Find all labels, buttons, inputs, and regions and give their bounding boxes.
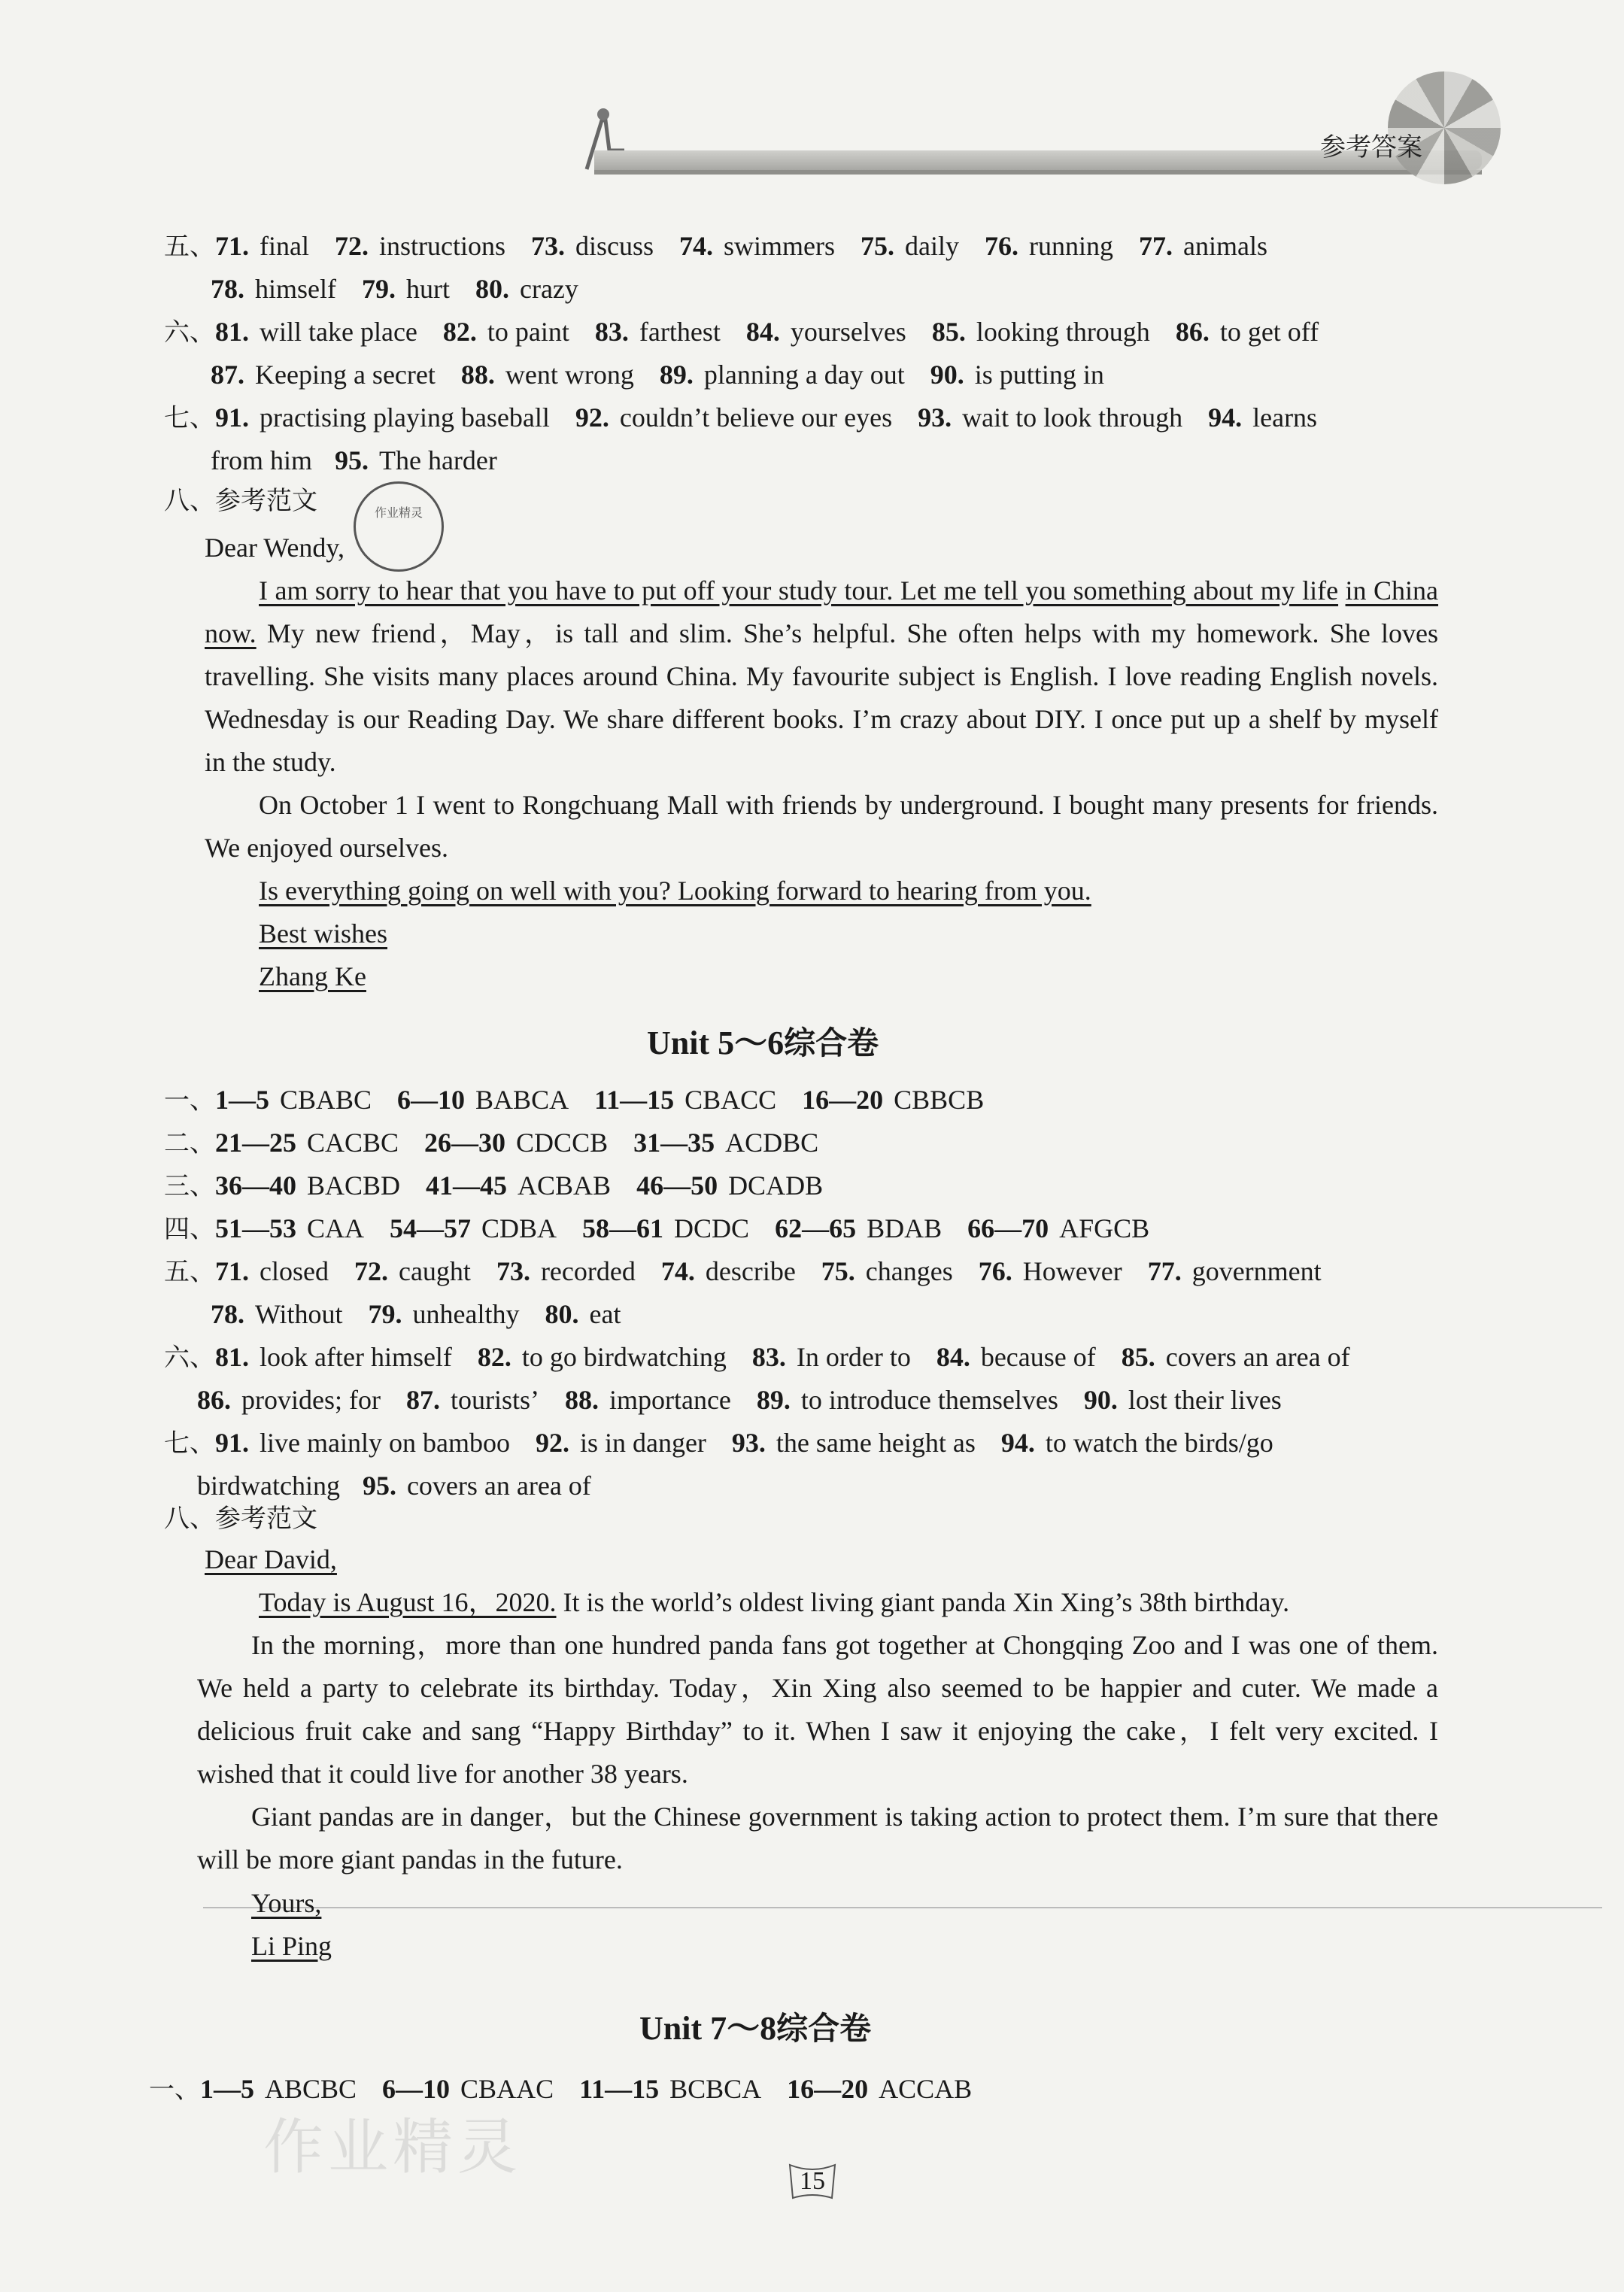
question-label: 八、参考范文 xyxy=(164,486,317,516)
answer-text: discuss xyxy=(575,231,654,261)
answer-text: couldn’t believe our eyes xyxy=(619,402,893,433)
answer-text: DCADB xyxy=(728,1170,824,1201)
answer-text: crazy xyxy=(519,274,578,304)
question-number: 86. xyxy=(197,1385,231,1415)
question-number: 88. xyxy=(564,1385,599,1415)
answer-text: animals xyxy=(1182,231,1267,261)
question-number: 73. xyxy=(496,1256,530,1286)
question-number: 11—15 xyxy=(594,1085,675,1115)
question-number: 71. xyxy=(215,231,249,261)
question-number: 72. xyxy=(354,1256,388,1286)
question-number: 78. xyxy=(211,274,244,304)
question-number: 21—25 xyxy=(215,1128,296,1158)
question-label: 二、 xyxy=(164,1128,215,1158)
question-number: 83. xyxy=(594,317,629,347)
unit56-row-4 xyxy=(164,1212,1175,1246)
answer-text: eat xyxy=(589,1299,621,1329)
essay-wendy-closing: Best wishes xyxy=(259,918,387,949)
answer-text: ACBAB xyxy=(518,1170,612,1201)
answer-text: The harder xyxy=(378,445,497,475)
question-number: 31—35 xyxy=(633,1128,715,1158)
answer-text: CBABC xyxy=(280,1085,372,1115)
answer-text: instructions xyxy=(378,231,505,261)
unit56-row-1 xyxy=(164,1083,1009,1117)
question-label: 八、参考范文 xyxy=(164,1504,317,1534)
essay-greeting: Dear Wendy, xyxy=(205,533,345,563)
answer-text: BABCA xyxy=(475,1085,569,1115)
answer-text: to go birdwatching xyxy=(521,1342,727,1372)
question-number: 62—65 xyxy=(775,1213,857,1243)
essay-david-body xyxy=(205,1581,1438,1624)
question-number: 78. xyxy=(211,1299,244,1329)
question-number: 85. xyxy=(931,317,966,347)
answer-text: ACDBC xyxy=(725,1128,819,1158)
unit56-q7-line2 xyxy=(197,1469,617,1502)
page-number: 15 xyxy=(782,2159,842,2204)
q7-line1 xyxy=(164,401,1343,435)
question-number: 6—10 xyxy=(382,2074,451,2104)
page-divider xyxy=(203,1907,1602,1908)
question-number: 1—5 xyxy=(200,2074,254,2104)
unit56-q5-line1 xyxy=(164,1255,1347,1289)
question-label: 七、 xyxy=(164,403,215,433)
question-number: 36—40 xyxy=(215,1170,296,1201)
question-number: 95. xyxy=(362,1471,396,1501)
question-label: 四、 xyxy=(164,1214,215,1244)
essay-david-p3: Giant pandas are in danger，but the Chinese government is taking action to protect them. I’m sure that there will be more giant pandas in the future. xyxy=(197,1802,1438,1875)
answer-text: to watch the birds/go xyxy=(1045,1428,1273,1458)
question-number: 79. xyxy=(361,274,396,304)
answer-text: daily xyxy=(905,231,959,261)
answer-text: BDAB xyxy=(867,1213,943,1243)
answer-text: However xyxy=(1022,1256,1122,1286)
answer-text: the same height as xyxy=(776,1428,976,1458)
question-number: 58—61 xyxy=(582,1213,664,1243)
stamp-seal-icon: 作业精灵 xyxy=(354,481,444,572)
question-number: 90. xyxy=(1083,1385,1118,1415)
question-number: 41—45 xyxy=(426,1170,508,1201)
question-label: 七、 xyxy=(164,1428,215,1459)
unit78-title: Unit 7～8综合卷 xyxy=(639,2010,872,2047)
answer-text: covers an area of xyxy=(406,1471,591,1501)
essay-david-p1: It is the world’s oldest living giant panda Xin Xing’s 38th birthday. xyxy=(556,1587,1290,1617)
answer-text: Without xyxy=(255,1299,343,1329)
essay-p1: My new friend，May，is tall and slim. She’s helpful. She often helps with my homework. She loves travelling. She visits many places around China. My favourite subject is English. I love reading English novels. Wednesday is our Reading Day. We share different books. I’m crazy about DIY. I once put up a shelf by myself in the study. xyxy=(205,618,1438,777)
answer-text: final xyxy=(260,231,309,261)
answer-text: live mainly on bamboo xyxy=(260,1428,510,1458)
answer-text: CBBCB xyxy=(894,1085,985,1115)
answer-text: to introduce themselves xyxy=(800,1385,1058,1415)
question-number: 84. xyxy=(936,1342,970,1372)
answer-text: In order to xyxy=(796,1342,911,1372)
answer-text: CAA xyxy=(307,1213,365,1243)
answer-text: farthest xyxy=(639,317,721,347)
answer-text: practising playing baseball xyxy=(260,402,550,433)
question-number: 88. xyxy=(460,360,495,390)
question-number: 93. xyxy=(731,1428,766,1458)
question-number: 84. xyxy=(745,317,780,347)
answer-text: yourselves xyxy=(790,317,906,347)
answer-text: went wrong xyxy=(505,360,634,390)
question-number: 75. xyxy=(861,231,894,261)
answer-text: BACBD xyxy=(307,1170,401,1201)
answer-text: swimmers xyxy=(724,231,835,261)
answer-text: covers an area of xyxy=(1165,1342,1350,1372)
answer-text: tourists’ xyxy=(450,1385,539,1415)
answer-text: ACCAB xyxy=(879,2074,973,2104)
answer-text: DCDC xyxy=(674,1213,750,1243)
question-number: 71. xyxy=(215,1256,249,1286)
answer-text: is in danger xyxy=(579,1428,706,1458)
question-number: 95. xyxy=(334,445,369,475)
question-number: 82. xyxy=(477,1342,511,1372)
essay-underlined-b: in China now. xyxy=(205,575,1439,648)
essay-wendy-p2: On October 1 I went to Rongchuang Mall with friends by underground. I bought many presents for friends. We enjoyed ourselves. xyxy=(205,790,1438,863)
answer-text: will take place xyxy=(260,317,417,347)
answer-text: learns xyxy=(1252,402,1318,433)
question-label: 六、 xyxy=(164,317,215,348)
question-number: 51—53 xyxy=(215,1213,296,1243)
answer-text: looking through xyxy=(976,317,1150,347)
answer-text: to paint xyxy=(487,317,569,347)
q6-line1 xyxy=(164,315,1344,349)
question-number: 77. xyxy=(1138,231,1173,261)
answer-text: government xyxy=(1191,1256,1322,1286)
question-label: 六、 xyxy=(164,1343,215,1373)
question-label: 一、 xyxy=(164,1085,215,1116)
question-number: 16—20 xyxy=(787,2074,869,2104)
question-number: 87. xyxy=(405,1385,440,1415)
essay-wendy-signature: Zhang Ke xyxy=(259,961,366,991)
question-number: 74. xyxy=(679,231,713,261)
question-number: 77. xyxy=(1147,1256,1182,1286)
question-number: 86. xyxy=(1175,317,1210,347)
answer-text: running xyxy=(1028,231,1113,261)
watermark: 作业精灵 xyxy=(263,2112,522,2182)
question-number: 92. xyxy=(535,1428,569,1458)
answer-text: planning a day out xyxy=(703,360,905,390)
question-number: 93. xyxy=(918,402,952,433)
essay-underlined-a: I am sorry to hear that you have to put off your study tour. Let me tell you something about my life xyxy=(259,575,1339,606)
essay-wendy-p3: Is everything going on well with you? Looking forward to hearing from you. xyxy=(259,876,1091,906)
answer-text: provides; for xyxy=(241,1385,381,1415)
unit56-q6-line1 xyxy=(164,1340,1376,1374)
q6-line2 xyxy=(211,358,1130,391)
question-label: 一、 xyxy=(149,2075,200,2105)
question-number: 16—20 xyxy=(802,1085,884,1115)
answer-text: to get off xyxy=(1219,317,1319,347)
answer-text: AFGCB xyxy=(1059,1213,1150,1243)
question-label: 五、 xyxy=(164,232,215,262)
answer-text: CACBC xyxy=(307,1128,399,1158)
question-number: 11—15 xyxy=(579,2074,660,2104)
question-number: 94. xyxy=(1000,1428,1035,1458)
question-number: 82. xyxy=(442,317,477,347)
question-label: 五、 xyxy=(164,1257,215,1287)
answer-text: recorded xyxy=(540,1256,636,1286)
question-number: 1—5 xyxy=(215,1085,269,1115)
unit56-q6-line2 xyxy=(197,1383,1307,1416)
answer-text: importance xyxy=(609,1385,731,1415)
question-number: 66—70 xyxy=(967,1213,1049,1243)
answer-text: CDCCB xyxy=(516,1128,609,1158)
answer-text: from him xyxy=(211,445,312,475)
question-number: 72. xyxy=(334,231,369,261)
question-number: 26—30 xyxy=(424,1128,506,1158)
question-number: 54—57 xyxy=(390,1213,472,1243)
unit56-title: Unit 5～6综合卷 xyxy=(647,1025,879,1061)
answer-text: hurt xyxy=(405,274,450,304)
answer-text: because of xyxy=(980,1342,1096,1372)
unit56-q7-line1 xyxy=(164,1426,1299,1460)
question-number: 81. xyxy=(215,317,249,347)
question-number: 83. xyxy=(751,1342,786,1372)
question-number: 80. xyxy=(545,1299,579,1329)
question-number: 92. xyxy=(575,402,609,433)
essay-david-p2: In the morning，more than one hundred panda fans got together at Chongqing Zoo and I was one of them. We held a party to celebrate its birthday. Today，Xin Xing also seemed to be happier and cuter. We made a delicious fruit cake and sang “Happy Birthday” to it. When I saw it enjoying the cake，I felt very excited. I wished that it could live for another 38 years. xyxy=(197,1630,1438,1789)
answer-text: closed xyxy=(260,1256,329,1286)
answer-text: changes xyxy=(865,1256,953,1286)
answer-text: lost their lives xyxy=(1128,1385,1282,1415)
answer-text: describe xyxy=(705,1256,796,1286)
q5-line2 xyxy=(211,272,604,305)
unit56-row-3 xyxy=(164,1169,848,1203)
answer-text: look after himself xyxy=(260,1342,452,1372)
essay-david-underlined: Today is August 16，2020. xyxy=(259,1587,557,1617)
header-title: 参考答案 xyxy=(1320,132,1422,162)
answer-text: caught xyxy=(398,1256,471,1286)
answer-text: CDBA xyxy=(481,1213,557,1243)
essay-david-signature: Li Ping xyxy=(251,1931,332,1961)
answer-text: unhealthy xyxy=(412,1299,520,1329)
answer-text: CBACC xyxy=(685,1085,777,1115)
question-label: 三、 xyxy=(164,1171,215,1201)
question-number: 74. xyxy=(660,1256,695,1286)
answer-text: Keeping a secret xyxy=(255,360,436,390)
question-number: 90. xyxy=(930,360,964,390)
essay-wendy-body xyxy=(205,569,1438,784)
question-number: 89. xyxy=(756,1385,791,1415)
q8-label xyxy=(164,484,317,518)
answer-text: is putting in xyxy=(974,360,1104,390)
question-number: 76. xyxy=(978,1256,1012,1286)
q7-line2 xyxy=(211,444,523,477)
essay-david-greeting: Dear David, xyxy=(205,1544,337,1574)
answer-text: CBAAC xyxy=(460,2074,554,2104)
question-number: 76. xyxy=(984,231,1018,261)
unit56-q5-line2 xyxy=(211,1298,646,1331)
essay-david-closing: Yours, xyxy=(251,1888,322,1918)
answer-text: BCBCA xyxy=(669,2074,762,2104)
question-number: 91. xyxy=(215,402,249,433)
question-number: 46—50 xyxy=(636,1170,718,1201)
question-number: 89. xyxy=(659,360,694,390)
question-number: 73. xyxy=(530,231,565,261)
question-number: 91. xyxy=(215,1428,249,1458)
answer-text: birdwatching xyxy=(197,1471,340,1501)
question-number: 6—10 xyxy=(397,1085,466,1115)
question-number: 81. xyxy=(215,1342,249,1372)
unit56-q8-label xyxy=(164,1501,317,1535)
answer-text: wait to look through xyxy=(962,402,1183,433)
unit56-row-2 xyxy=(164,1126,844,1160)
q5-line1 xyxy=(164,229,1293,263)
answer-text: himself xyxy=(255,274,336,304)
answer-text: ABCBC xyxy=(265,2074,357,2104)
question-number: 80. xyxy=(475,274,509,304)
question-number: 87. xyxy=(211,360,244,390)
question-number: 85. xyxy=(1121,1342,1155,1372)
question-number: 79. xyxy=(368,1299,402,1329)
question-number: 94. xyxy=(1208,402,1243,433)
question-number: 75. xyxy=(821,1256,855,1286)
